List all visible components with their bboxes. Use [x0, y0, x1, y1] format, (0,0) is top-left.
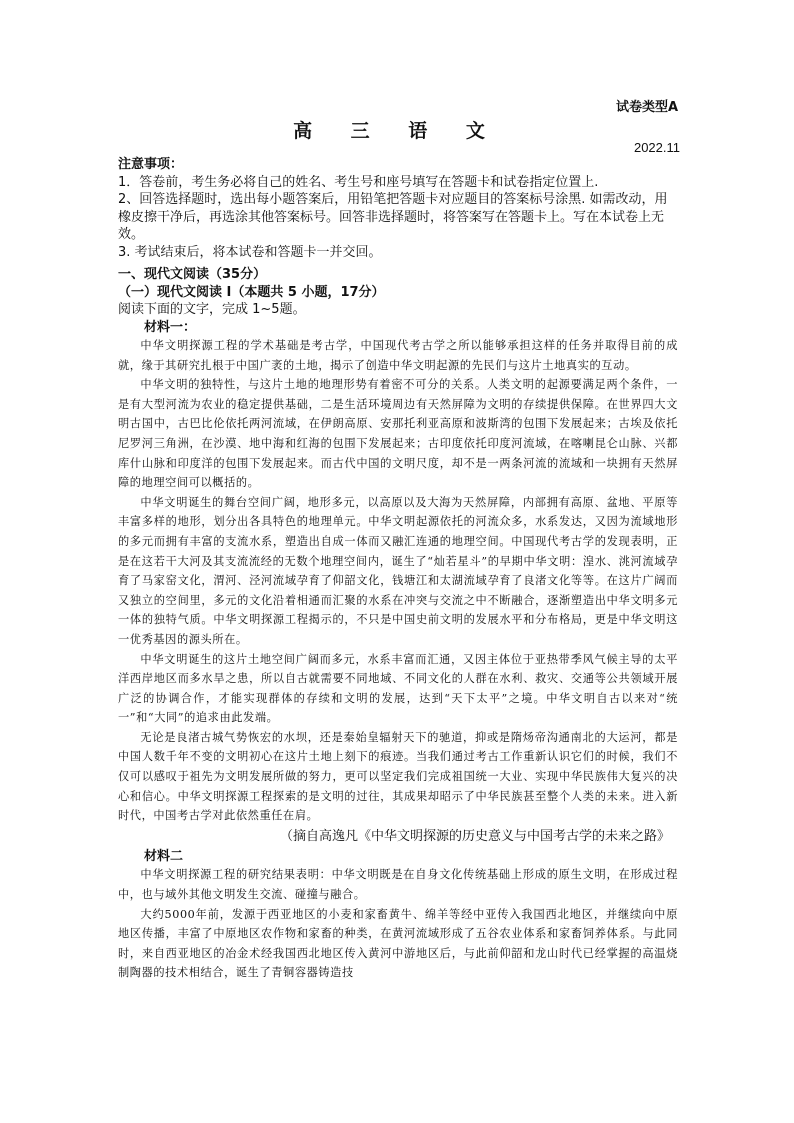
section-subtitle: （一）现代文阅读 I（本题共 5 小题，17分） [118, 284, 385, 300]
material-1-paragraph: 中华文明诞生的舞台空间广阔，地形多元，以高原以及大海为天然屏障，内部拥有高原、盆地、平原等丰富多样的地形，划分出各具特色的地理单元。中华文明起源依托的河流众多，水系发达，又因为流域地形的多元而拥有丰富的支流水系，塑造出自成一体而又融汇连通的地理空间。中国现代考古学的发现表明，正是在这若干大河及其支流流经的无数个地理空间内，诞生了“灿若星斗”的早期中华文明：湟水、洮河流域孕育了马家窑文化，渭河、泾河流域孕育了仰韶文化，钱塘江和太湖流域孕育了良渚文化等等。在这片广阔而又独立的空间里，多元的文化沿着相通而汇聚的水系在冲突与交流之中不断融合，逐渐塑造出中华文明多元一体的独特气质。中华文明探源工程揭示的，不只是中国史前文明的发展水平和分布格局，更是中华文明这一优秀基因的源头所在。 [118, 495, 678, 646]
material-1-paragraph: 中华文明的独特性，与这片土地的地理形势有着密不可分的关系。人类文明的起源要满足两个条件，一是有大型河流为农业的稳定提供基础，二是生活环境周边有天然屏障为文明的存续提供保障。在世界四大文明古国中，古巴比伦依托两河流域，在伊朗高原、安那托利亚高原和波斯湾的包围下发展起来；古埃及依托尼罗河三角洲，在沙漠、地中海和红海的包围下发展起来；古印度依托印度河流域，在喀喇昆仑山脉、兴都库什山脉和印度洋的包围下发展起来。而古代中国的文明尺度，却不是一两条河流的流域和一块拥有天然屏障的地理空间可以概括的。 [118, 378, 678, 490]
exam-notes [118, 156, 680, 261]
material-1-source: （摘自高逸凡《中华文明探源的历史意义与中国考古学的未来之路》 [279, 828, 670, 844]
material-1-label: 材料一： [144, 319, 197, 335]
exam-title: 高 三 语 文 [293, 120, 501, 142]
section-title: 一、现代文阅读（35分） [118, 267, 267, 282]
notes-item-3: 3. 考试结束后，将本试卷和答题卡一并交回。 [118, 244, 382, 260]
material-1-paragraph: 中华文明诞生的这片土地空间广阔而多元，水系丰富而汇通，又因主体位于亚热带季风气候主导的太平洋西岸地区而多水旱之患，所以自古就需要不同地域、不同文化的人群在水利、救灾、交通等公共领域开展广泛的协调合作，才能实现群体的存续和文明的发展，达到“天下太平”之境。中华文明自古以来对“统一”和“大同”的追求由此发端。 [118, 652, 678, 725]
material-2-paragraph: 中华文明探源工程的研究结果表明：中华文明既是在自身文化传统基础上形成的原生文明，在形成过程中，也与域外其他文明发生交流、碰撞与融合。 [118, 868, 678, 901]
material-1-paragraph: 无论是良渚古城气势恢宏的水坝，还是秦始皇辐射天下的驰道，抑或是隋炀帝沟通南北的大运河，都是中国人数千年不变的文明初心在这片土地上刻下的痕迹。当我们通过考古工作重新认识它们的时候，我们不仅可以感叹于祖先为文明发展所做的努力，更可以坚定我们完成祖国统一大业、实现中华民族伟大复兴的决心和信心。中华文明探源工程探索的是文明的过往，其成果却昭示了中华民族甚至整个人类的未来。进入新时代，中国考古学对此依然重任在肩。 [118, 730, 678, 823]
paper-type-label: 试卷类型A [615, 100, 678, 115]
notes-item-1: 1．答卷前，考生务必将自己的姓名、考生号和座号填写在答题卡和试卷指定位置上. [118, 174, 599, 190]
reading-section [118, 266, 678, 983]
notes-heading: 注意事项： [118, 157, 184, 172]
material-2-paragraph: 大约5000年前，发源于西亚地区的小麦和家畜黄牛、绵羊等经中亚传入我国西北地区，并继续向中原地区传播，丰富了中原地区农作物和家畜的种类，在黄河流域形成了五谷农业体系和家畜饲养体系。与此同时，来自西亚地区的冶金术经我国西北地区传入黄河中游地区后，与此前仰韶和龙山时代已经掌握的高温烧制陶器的技术相结合，诞生了青铜容器铸造技 [118, 907, 678, 980]
material-2-label: 材料二 [144, 848, 184, 864]
material-1-paragraph: 中华文明探源工程的学术基础是考古学，中国现代考古学之所以能够承担这样的任务并取得目前的成就，缘于其研究扎根于中国广袤的土地，揭示了创造中华文明起源的先民们与这片土地真实的互动。 [118, 339, 678, 372]
section-instruction: 阅读下面的文字，完成 1~5题。 [118, 302, 306, 317]
notes-item-2: 2、回答选择题时，选出每小题答案后，用铅笔把答题卡对应题目的答案标号涂黑. 如需改动，用橡皮擦干净后，再选涂其他答案标号。回答非选择题时，将答案写在答题卡上。写在本试卷上无效。 [118, 192, 668, 242]
exam-date: 2022.11 [633, 140, 680, 155]
